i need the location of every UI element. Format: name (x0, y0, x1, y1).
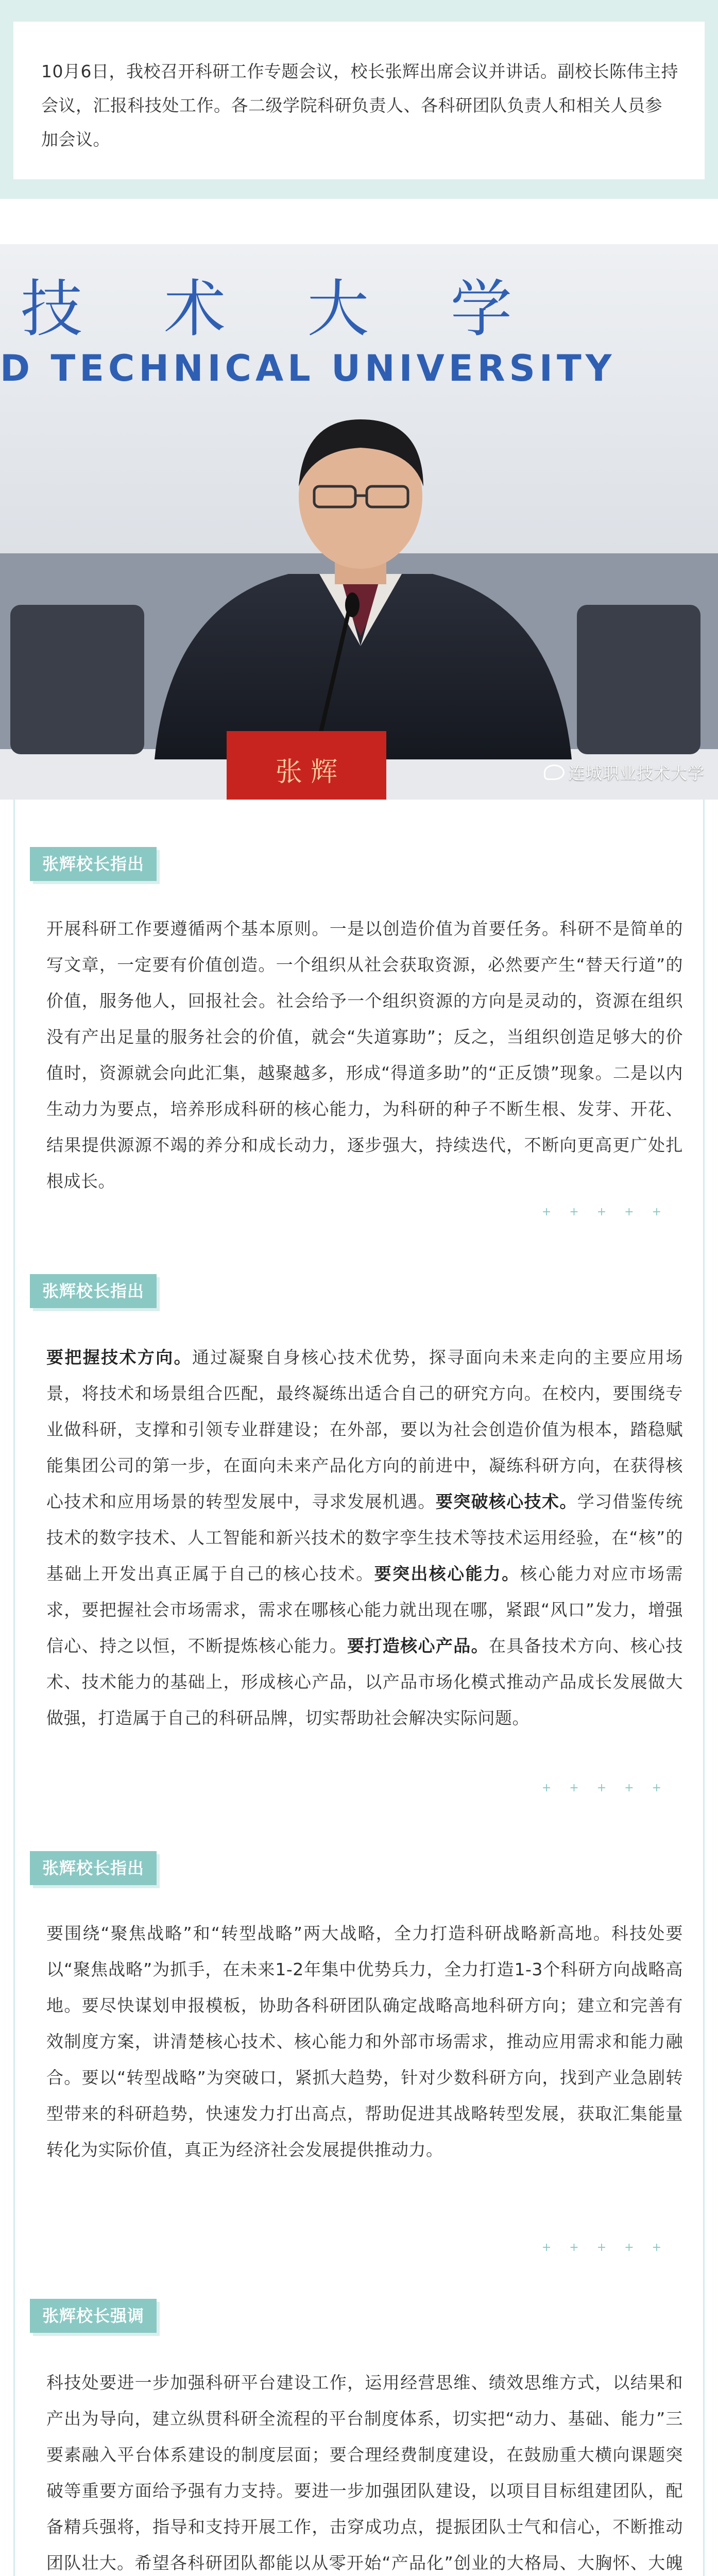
section-4-tag: 张辉校长强调 (30, 2299, 157, 2333)
section-border-left (13, 800, 15, 2576)
banner-text-en: D TECHNICAL UNIVERSITY (0, 347, 616, 389)
meeting-photo (0, 244, 718, 800)
section-border-right (703, 800, 705, 2576)
point-core-tech: 要突破核心技术。 (435, 1492, 577, 1512)
intro-panel (0, 0, 718, 199)
watermark (544, 760, 705, 784)
nameplate: 张 辉 (275, 757, 338, 788)
section-1-tag: 张辉校长指出 (30, 847, 157, 881)
point-core-product: 要打造核心产品。 (347, 1636, 489, 1656)
wechat-icon (544, 765, 565, 780)
intro-text: 10月6日，我校召开科研工作专题会议，校长张辉出席会议并讲话。副校长陈伟主持会议，汇报科技处工作。各二级学院科研负责人、各科研团队负责人和相关人员参加会议。 (13, 22, 705, 179)
section-3-tag: 张辉校长指出 (30, 1851, 157, 1885)
section-2-tag: 张辉校长指出 (30, 1274, 157, 1308)
section-3-divider: + + + + + (541, 2241, 669, 2254)
watermark-text: 连城职业技术大学 (568, 764, 705, 783)
point-core-ability: 要突出核心能力。 (374, 1564, 520, 1584)
section-1-divider: + + + + + (541, 1206, 669, 1218)
section-4-paragraph: 科技处要进一步加强科研平台建设工作，运用经营思维、绩效思维方式，以结果和产出为导向，建立纵贯科研全流程的平台制度体系，切实把“动力、基础、能力”三要素融入平台体系建设的制度层面；要合理经费制度建设，在鼓励重大横向课题突破等重要方面给予强有力支持。要进一步加强团队建设，以项目目标组建团队，配备精兵强将，指导和支持开展工作，击穿成功点，提振团队士气和信心，不断推动团队壮大。希望各科研团队都能以从零开始“产品化”创业的大格局、大胸怀、大魄 (46, 2372, 683, 2573)
banner-text-top: 技 术 大 学 (21, 274, 543, 345)
section-2-divider: + + + + + (541, 1782, 669, 1794)
section-2-paragraph: 要把握技术方向。通过凝聚自身核心技术优势，探寻面向未来走向的主要应用场景，将技术和场景组合匹配，最终凝练出适合自己的研究方向。在校内，要围绕专业做科研，支撑和引领专业群建设；在外部，要以为社会创造价值为根本，踏稳赋能集团公司的第一步，在面向未来产品化方向的前进中，凝练科研方向，在获得核心技术和应用场景的转型发展中，寻求发展机遇。要突破核心技术。学习借鉴传统技术的数字技术、人工智能和新兴技术的数字孪生技术等技术运用经验，在“核”的基础上开发出真正属于自己的核心技术。要突出核心能力。核心能力对应市场需求，要把握社会市场需求，需求在哪核心能力就出现在哪，紧跟“风口”发力，增强信心、持之以恒，不断提炼核心能力。要打造核心产品。在具备技术方向、核心技术、技术能力的基础上，形成核心产品，以产品市场化模式推动产品成长发展做大做强，打造属于自己的科研品牌，切实帮助社会解决实际问题。 (46, 1347, 683, 1728)
point-tech-direction: 要把握技术方向。 (46, 1347, 192, 1367)
section-1-paragraph: 开展科研工作要遵循两个基本原则。一是以创造价值为首要任务。科研不是简单的写文章，一定要有价值创造。一个组织从社会获取资源，必然要产生“替天行道”的价值，服务他人，回报社会。社会给予一个组织资源的方向是灵动的，资源在组织没有产出足量的服务社会的价值，就会“失道寡助”；反之，当组织创造足够大的价值时，资源就会向此汇集，越聚越多，形成“得道多助”的“正反馈”现象。二是以内生动力为要点，培养形成科研的核心能力，为科研的种子不断生根、发芽、开花、结果提供源源不竭的养分和成长动力，逐步强大，持续迭代，不断向更高更广处扎根成长。 (46, 919, 683, 1191)
section-3-paragraph: 要围绕“聚焦战略”和“转型战略”两大战略，全力打造科研战略新高地。科技处要以“聚焦战略”为抓手，在未来1-2年集中优势兵力，全力打造1-3个科研方向战略高地。要尽快谋划申报模板，协助各科研团队确定战略高地科研方向；建立和完善有效制度方案，讲清楚核心技术、核心能力和外部市场需求，推动应用需求和能力融合。要以“转型战略”为突破口，紧抓大趋势，针对少数科研方向，找到产业急剧转型带来的科研趋势，快速发力打出高点，帮助促进其战略转型发展，获取汇集能量转化为实际价值，真正为经济社会发展提供推动力。 (46, 1923, 683, 2160)
